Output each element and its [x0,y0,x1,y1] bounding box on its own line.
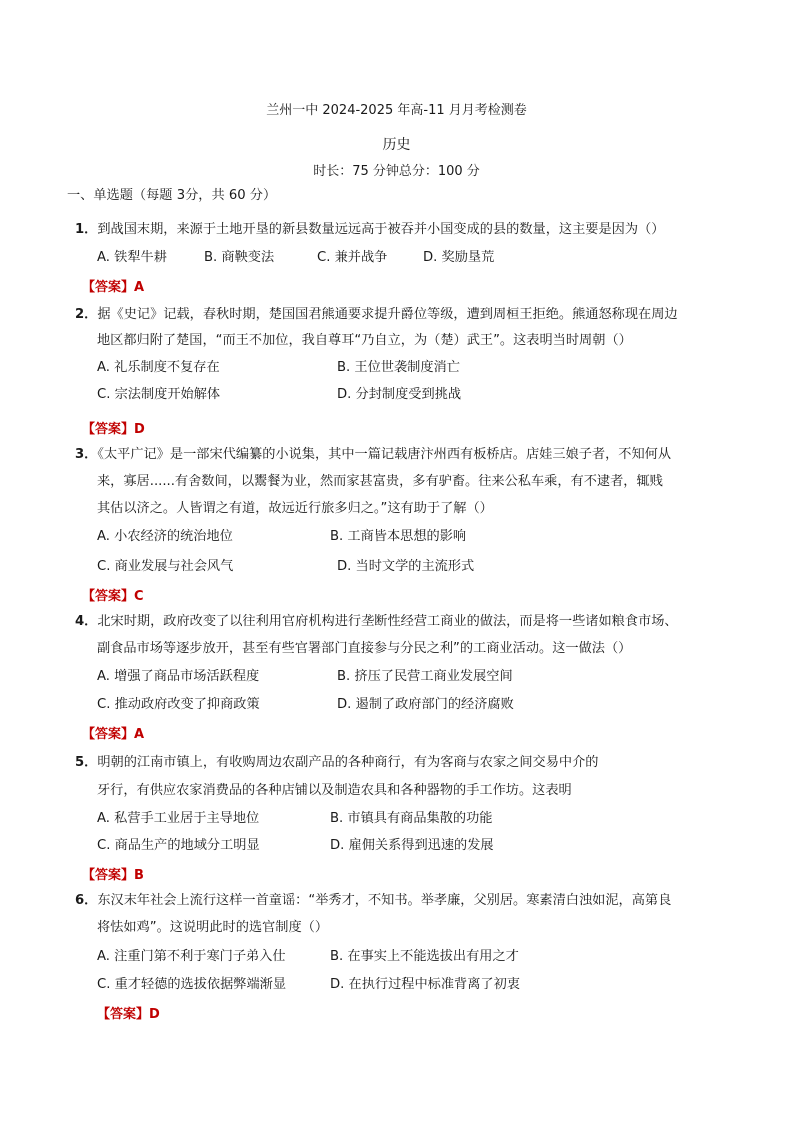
question-5-line-2: 牙行，有供应农家消费品的各种店铺以及制造农具和各种器物的手工作坊。这表明 [97,783,572,798]
question-4-option-c: C. 推动政府改变了抑商政策 [97,697,260,712]
question-2-option-a: A. 礼乐制度不复存在 [97,360,220,375]
question-3-line-2: 来，寡居......有舍数间，以鬻餐为业，然而家甚富贵，多有驴畜。往来公私车乘，有不逮者，辄贱 [97,474,663,489]
question-5-option-b: B. 市镇具有商品集散的功能 [330,811,493,826]
question-5-answer: 【答案】B [82,868,144,883]
question-6-option-d: D. 在执行过程中标准背离了初衷 [330,977,520,992]
question-3-line-3: 其估以济之。人皆谓之有道，故远近行旅多归之。”这有助于了解（） [97,501,493,516]
question-6-answer: 【答案】D [97,1007,160,1022]
question-2-answer: 【答案】D [82,422,145,437]
question-3-option-b: B. 工商皆本思想的影响 [330,529,467,544]
question-6-option-c: C. 重才轻德的选拔依据弊端渐显 [97,977,287,992]
question-5-option-c: C. 商品生产的地域分工明显 [97,838,260,853]
question-4-line-2: 副食品市场等逐步放开，甚至有些官署部门直接参与分民之利”的工商业活动。这一做法（） [97,641,632,656]
question-4-option-d: D. 遏制了政府部门的经济腐败 [337,697,514,712]
question-1-option-c: C. 兼并战争 [317,250,388,265]
question-5-line-1 [75,754,599,772]
question-5-option-d: D. 雇佣关系得到迅速的发展 [330,838,494,853]
question-2-option-b: B. 王位世袭制度消亡 [337,360,460,375]
question-1-line-1 [75,221,664,239]
question-6-option-b: B. 在事实上不能选拔出有用之才 [330,949,519,964]
question-4-answer: 【答案】A [82,727,145,742]
question-number: 1． [75,222,98,237]
question-number: 6． [75,893,98,908]
exam-meta: 时长：75 分钟总分：100 分 [313,164,480,179]
question-2-option-c: C. 宗法制度开始解体 [97,387,221,402]
question-text: 明朝的江南市镇上，有收购周边农副产品的各种商行，有为客商与农家之间交易中介的 [97,755,599,770]
question-3-line-1 [75,446,671,464]
question-3-option-d: D. 当时文学的主流形式 [337,559,475,574]
question-3-option-c: C. 商业发展与社会风气 [97,559,234,574]
question-5-option-a: A. 私营手工业居于主导地位 [97,811,260,826]
question-text: 北宋时期，政府改变了以往利用官府机构进行垄断性经营工商业的做法，而是将一些诸如粮食市场、 [97,614,678,629]
question-number: 5． [75,755,98,770]
question-4-option-a: A. 增强了商品市场活跃程度 [97,669,260,684]
question-1-option-d: D. 奖励垦荒 [423,250,495,265]
question-3-option-a: A. 小农经济的统治地位 [97,529,233,544]
question-2-option-d: D. 分封制度受到挑战 [337,387,462,402]
question-6-line-2: 将怯如鸡”。这说明此时的选官制度（） [97,920,329,935]
question-text: 据《史记》记载，春秋时期，楚国国君熊通要求提升爵位等级，遭到周桓王拒绝。熊通怒称现在周边 [97,307,678,322]
question-number: 3． [75,447,98,462]
question-6-option-a: A. 注重门第不利于寒门子弟入仕 [97,949,286,964]
question-text: 到战国末期，来源于土地开垦的新县数量远远高于被吞并小国变成的县的数量，这主要是因为（） [97,222,665,237]
question-4-line-1 [75,613,678,631]
question-1-answer: 【答案】A [82,280,145,295]
question-6-line-1 [75,892,671,910]
question-1-option-b: B. 商鞅变法 [204,250,275,265]
section-heading: 一、单选题（每题 3分，共 60 分） [67,188,277,203]
question-3-answer: 【答案】C [82,589,144,604]
question-4-option-b: B. 挤压了民营工商业发展空间 [337,669,513,684]
subject-title: 历史 [382,137,411,153]
question-number: 4． [75,614,98,629]
question-number: 2． [75,307,98,322]
question-2-line-1 [75,306,678,324]
question-text: 《太平广记》是一部宋代编纂的小说集，其中一篇记载唐汴州西有板桥店。店娃三娘子者，不知何从 [97,447,672,462]
question-2-line-2: 地区都归附了楚国，“而王不加位，我自尊耳“乃自立，为（楚）武王”。这表明当时周朝（） [97,333,632,348]
question-1-option-a: A. 铁犁牛耕 [97,250,167,265]
question-text: 东汉末年社会上流行这样一首童谣：“举秀才，不知书。举孝廉，父别居。寒素清白浊如泥，高第良 [97,893,672,908]
exam-title: 兰州一中 2024-2025 年高-11 月月考检测卷 [266,103,527,118]
